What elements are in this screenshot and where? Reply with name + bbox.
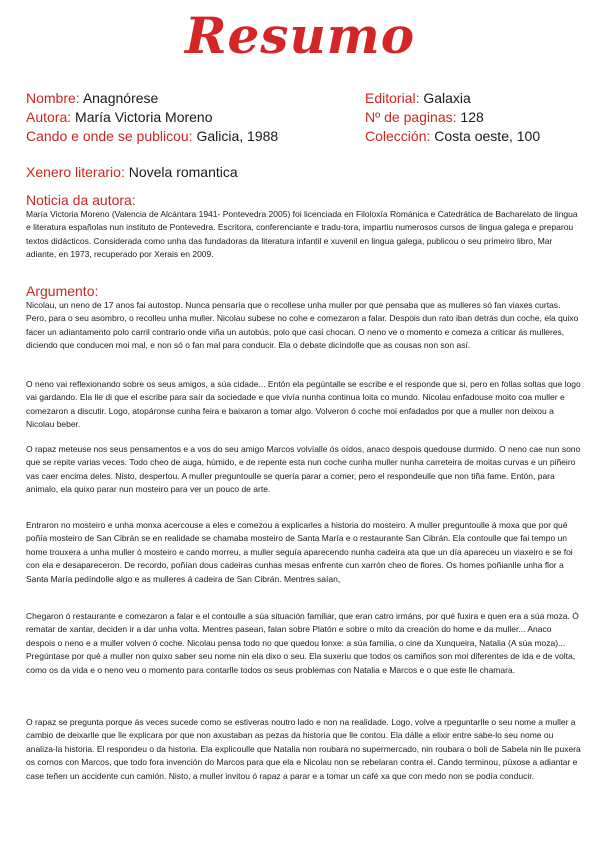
- meta-value: María Victoria Moreno: [75, 109, 213, 125]
- genre-label: Xenero literario:: [26, 164, 125, 180]
- page-title: Resumo: [184, 6, 416, 65]
- genre-row: [26, 163, 238, 182]
- meta-label: Editorial:: [365, 90, 420, 106]
- genre-value: Novela romantica: [128, 164, 238, 180]
- meta-row-author: [26, 108, 278, 127]
- plot-paragraph: Entraron no mosteiro e unha monxa acercouse a eles e comezou a explicarles a historia do mosteiro. A muller preguntoulle á moxa que por qué poñía mosteiro de San Cibrán se en realidade se chamaba mosteiro de Santa María e o restaurante San Cibrán. Ela contoulle que fai tempo un home trouxera a unha muller ó mosteiro e cando morreu, a muller seguía aparecendo nunha cadeira ata que un día apareceu un viaxeiro e se foi con ela e desapareceron. De recordo, poñían dous cadeiras cunhas mesas enfrente cun xarrón cheo de flores. Os homes poñianlle unha flor a Santa María pedíndolle algo e as mulleres á cadeira de San Cibrán. Mentres saían,: [26, 520, 573, 584]
- meta-row-pages: [365, 108, 540, 127]
- plot-heading: Argumento:: [26, 283, 99, 299]
- meta-value: Anagnórese: [82, 90, 159, 106]
- meta-label: Colección:: [365, 128, 431, 144]
- plot-paragraph: Chegaron ó restaurante e comezaron a falar e el contoulle a súa situación familiar, que eran catro irmáns, por qué fuxira e quen era a súa moza. Ó rematar de xantar, deciden ir a dar unha volta. Mentres pasean, falan sobre Platón e sobre o mito da creación do home e da muller... Anaco despois o neno e a muller volven ó coche. Nicolau pensa todo no que quedou lonxe: a súa familia, o cine da Xunqueira, Natalia (A súa moza)... Pregúntase por qué a muller non quixo saber seu nome nin ela dixo o seu. Ela suxeriu que todos os camiños son moi diferentes de ida e de volta, como os da vida e o neno veu o momento para contarlle todos os seus problemas con Natalia e Marcos e o que este lle chamara.: [26, 611, 579, 675]
- book-info-right: [365, 89, 540, 146]
- plot-paragraph: O neno vai reflexionando sobre os seus amigos, a súa cidade... Entón ela pegúntalle se escribe e el responde que si, pero en follas soltas que logo vai gardando. Ela lle di que el escribe para saír da sociedade e que vivía nunha continua loita co mundo. Nicolau enfadouse moito coa muller e comezaron a discutir. Logo, atopáronse cunha feira e baixaron a tomar algo. Volveron ó coche moi enfadados por que a muller non deixou a Nicolau beber.: [26, 379, 581, 430]
- meta-label: Cando e onde se publicou:: [26, 128, 193, 144]
- author-notice-text: María Victoria Moreno (Valencia de Alcántara 1941- Pontevedra 2005) foi licenciada en Filoloxía Románica e Catedrática de Bacharelato de lingua e literatura españolas nun instituto de Pontevedra. Escritora, conferenciante e tradu-tora, impartiu numerosos cursos de lingua galega e preparou textos didácticos. Considerada como unha das fundadoras da literatura infantil e xuvenil en lingua galega, publicou o seu primeiro libro, Mar adiante, en 1973, recuperado por Xerais en 2009.: [26, 209, 578, 260]
- meta-label: Nº de paginas:: [365, 109, 457, 125]
- meta-value: 128: [460, 109, 484, 125]
- author-notice-heading: Noticia da autora:: [26, 192, 136, 208]
- meta-row-name: [26, 89, 278, 108]
- meta-row-collection: [365, 127, 540, 146]
- book-info-left: [26, 89, 278, 146]
- meta-row-publisher: [365, 89, 540, 108]
- meta-value: Costa oeste, 100: [434, 128, 541, 144]
- meta-row-published: [26, 127, 278, 146]
- meta-label: Autora:: [26, 109, 72, 125]
- plot-paragraph: O rapaz meteuse nos seus pensamentos e a vos do seu amigo Marcos volvíalle ós oídos, anaco despois quedouse durmido. O neno cae nun sono que se repite varias veces. Todo cheo de auga, húmido, e de repente esta nun coche cunha muller nunha carreteira de moitas curvas e un piñeiro vas caer encima deles. Nisto, despertou. A muller preguntoulle se quería parar a comer, pero el respondeulle que non tiña fame. Entón, para animalo, ela quixo parar nun mosteiro para ver un pouco de arte.: [26, 444, 581, 495]
- meta-label: Nombre:: [26, 90, 80, 106]
- meta-value: Galaxia: [423, 90, 471, 106]
- plot-paragraph: Nicolau, un neno de 17 anos fai autostop. Nunca pensaría que o recollese unha muller por que pensaba que as mulleres só fan viaxes curtas. Pero, para o seu asombro, o recolleu unha muller. Nicolau subese no cohe e comezaron a falar. Despois dun rato iban detrás dun coche, ela quixo facer un adiantamento polo carril contrario onde viña un autobús, polo que casi chocan. O neno ve o momento e comeza a criticar ás mulleres, diciendo que conducen moi mal, e non só o fan mal para conducir. Ela o debate dicíndolle que as cousas non son así.: [26, 300, 579, 351]
- meta-value: Galicia, 1988: [196, 128, 279, 144]
- plot-paragraph: O rapaz se pregunta porque ás veces sucede como se estiveras noutro lado e non na realidade. Logo, volve a rpeguntarlle o seu nome a muller a cambio de deixarlle que lle explicara por que non axustaban as pezas da historia que lle contou. Ela dálle a elixir entre sabe-lo seu nome ou analiza-la historia. El respondeu o da historia. Ela explicoulle que Natalia non roubara no supermercado, nin roubara o boli de Sabela nin lle puxera os cornos con Marcos, que todo fora invención do Marcos para que ela e Nicolau non se rebelaran contra el. Cando terminou, púxose a adiantar e case teñen un accidente cun camión. Nisto, a muller invitou ó rapaz a parar e a tomar un café xa que con medo non se podía conducir.: [26, 717, 581, 781]
